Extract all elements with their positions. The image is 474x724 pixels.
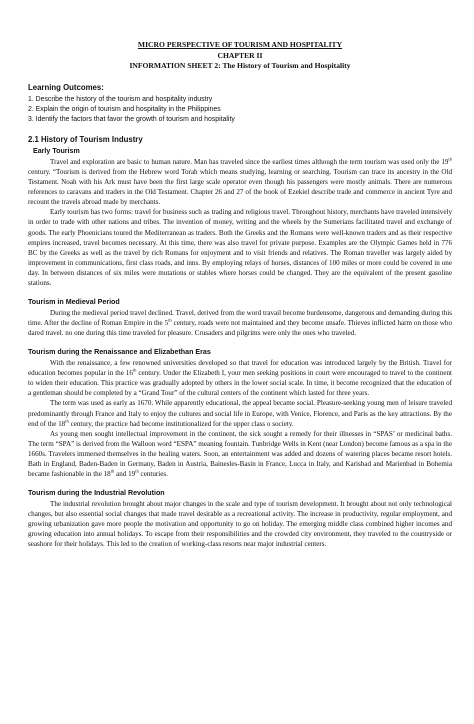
list-item: 1. Describe the history of the tourism and hospitality industry xyxy=(28,95,213,103)
learning-outcomes-list xyxy=(28,95,452,125)
section-title: 2.1 History of Tourism Industry xyxy=(28,134,143,144)
list-item: 2. Explain the origin of tourism and hospitality in the Philippines xyxy=(28,105,221,113)
document-header xyxy=(28,40,452,72)
list-item: 3. Identify the factors that favor the growth of tourism and hospitality xyxy=(28,115,235,123)
sheet-title: INFORMATION SHEET 2: The History of Tourism and Hospitality xyxy=(129,61,351,71)
paragraph: The industrial revolution brought about major changes in the scale and type of tourism development. It brought about not only technological changes, but also essential social changes that made travel desirable as a recreational activity. The increase in productivity, regular employment, and growing urbanization gave more people the motivation and opportunity to go on holiday. The emerging middle class combined higher incomes and growing education into annual holidays. To escape from their responsibilities and the crowded city environment, they traveled to the countryside or seashore for their holidays. This led to the creation of working-class resorts near major industrial centers. xyxy=(28,500,452,549)
course-title: MICRO PERSPECTIVE OF TOURISM AND HOSPITALITY xyxy=(137,40,343,49)
renaissance-title: Tourism during the Renaissance and Elizabethan Eras xyxy=(28,348,211,357)
paragraph: As young men sought intellectual improvement in the continent, the sick sought a remedy for their illnesses in “SPAS’ or medicinal baths. The term “SPA” is derived from the Walloon word “ESPA” meaning fountain. Tunbridge Wells in Kent (near London) become famous as a spa in the 1660s. Travelers immersed themselves in the healing waters. Soon, an entertainment was added and dozens of watering places became resort hotels. Bath in England, Baden-Baden in Germany, Baden in Austria, Bainesles-Basin in France, Lucca in Italy, and Karisbad and Marienbad in Bohemia became fashionable in the 18th and 19th centuries. xyxy=(28,429,452,478)
paragraph: Early tourism has two forms: travel for business such as trading and religious travel. Throughout history, merchants have traveled intensively in order to trade with other nations and tribes. The invention of money, writing and the wheels by the Sumerians facilitated travel and exchange of goods. The early Phoenicians toured the Mediterranean as traders. Both the Greeks and the Romans were well-known traders and as their respective empires increased, travel becomes necessary. At this time, there was also travel for private purpose. Examples are the Olympic Games held in 776 BC by the Greeks as well as the travel by rich Romans for enjoyment and to visit friends and relatives. The Roman traveller was largely aided by improvement in communications, first class roads, and inns. By employing relays of horses, distances of 100 miles or more could be covered in one day. In between distances of six miles were mutations or stables where horses could be changed. They are the equivalent of the present gasoline stations. xyxy=(28,208,452,287)
paragraph: Travel and exploration are basic to human nature. Man has traveled since the earliest times although the term tourism was used only the 19th century. “Tourism is derived from the Hebrew word Torah which means studying, learning or searching. Tourism can trace its ancestry in the Old Testament. Noah with his Ark must have been the first large scale operator even though his passengers were mostly animals. There are numerous references to caravans and traders in the Old Testament. Chapter 26 and 27 of the book of Ezekiel describe trade and commerce in ancient Tyre and recount the travels abroad made by merchants. xyxy=(28,156,452,207)
paragraph: With the renaissance, a few renowned universities developed so that travel for education was introduced largely by the British. Travel for education becomes popular in the 16th century. Under the Elizabeth I, your men seeking positions in court were encouraged to travel to the continent to widen their education. This practice was gradually adopted by others in the lower social scale. In time, it become recognized that the education of a gentleman should be completed by a “Grand Tour” of the cultural centers of the continent which lasted for three years. xyxy=(28,359,452,398)
chapter-title: CHAPTER II xyxy=(217,50,263,60)
medieval-title: Tourism in Medieval Period xyxy=(28,297,120,306)
early-tourism-title: Early Tourism xyxy=(33,147,80,155)
learning-outcomes-title: Learning Outcomes: xyxy=(28,82,104,92)
paragraph: During the medieval period travel declined. Travel, derived from the word travail become burdensome, dangerous and demanding during this time. After the decline of Roman Empire in the 5th century, roads were not maintained and they become unsafe. Thieves inflicted harm on those who dared travel. no one during this time traveled for pleasure. Crusaders and pilgrims were only the ones who traveled. xyxy=(28,308,452,338)
paragraph: The term was used as early as 1670. While apparently educational, the appeal became social. Pleasure-seeking young men of leisure traveled predominantly through France and Italy to enjoy the cultures and social life in Europe, with Venice, Florence, and Paris as the key attractions. By the end of the 18th century, the practice had become institutionalized for the upper class o society. xyxy=(28,399,452,428)
industrial-title: Tourism during the Industrial Revolution xyxy=(28,488,165,497)
